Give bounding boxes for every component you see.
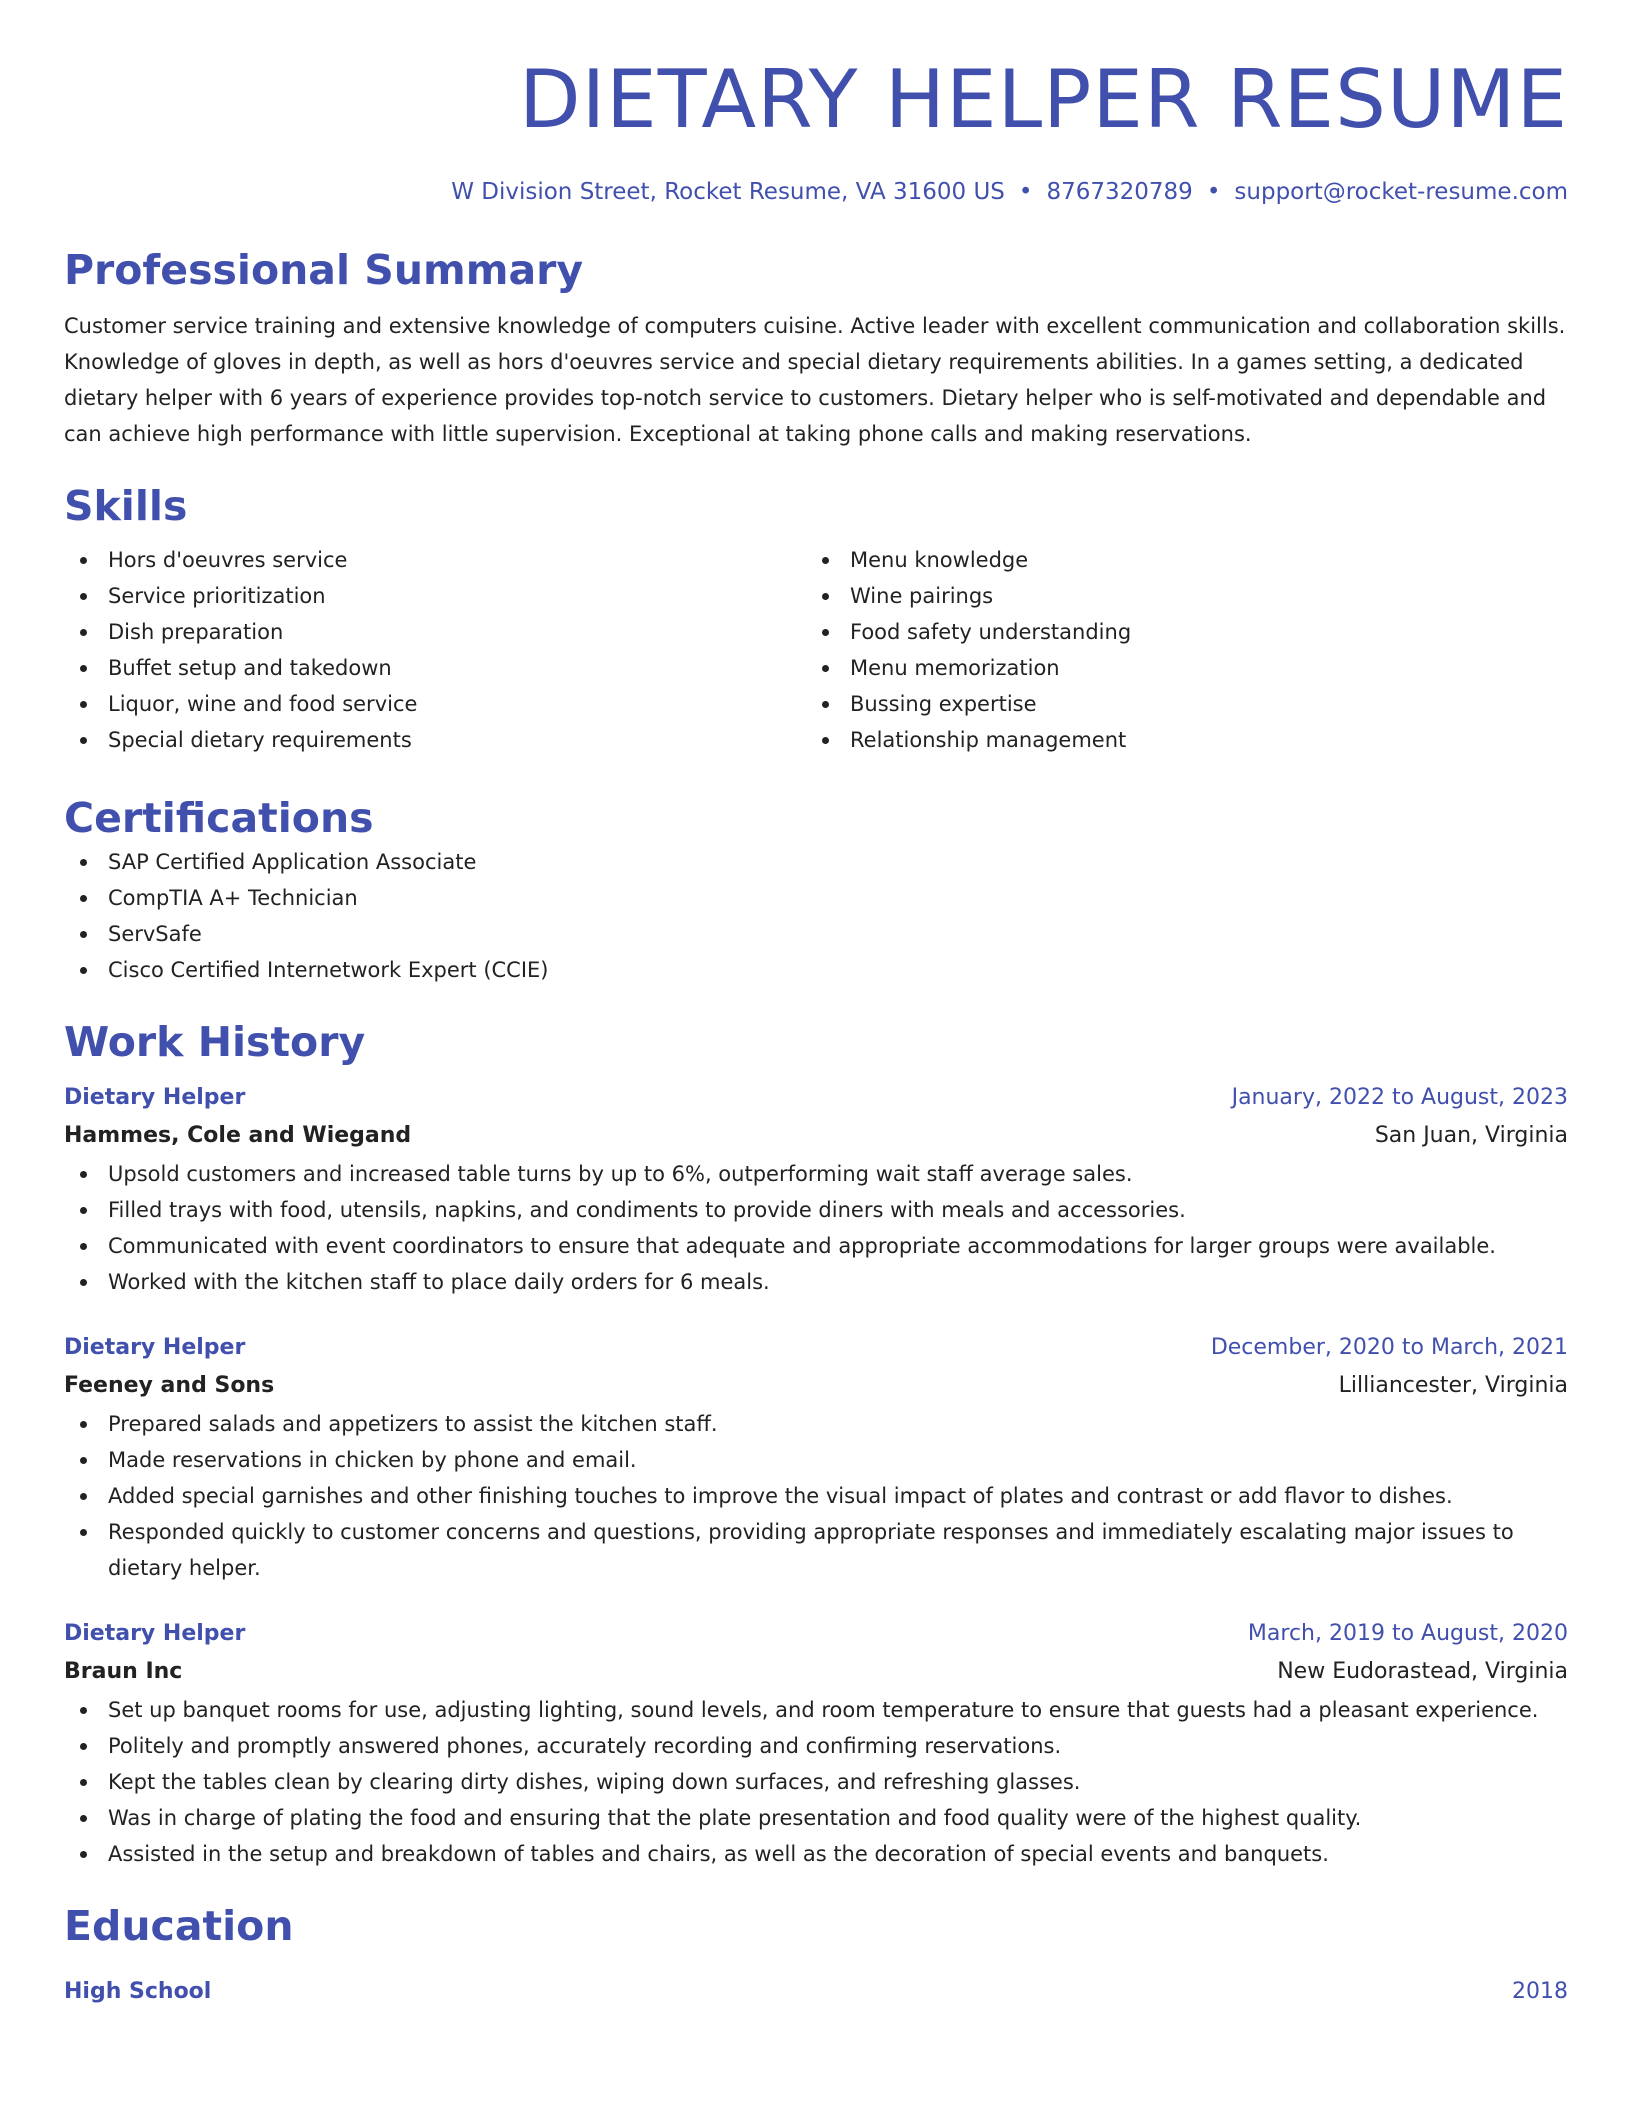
- certification-item: SAP Certified Application Associate: [64, 844, 1568, 880]
- certifications-list: [64, 844, 1568, 988]
- job-bullet: Added special garnishes and other finishing touches to improve the visual impact of plates and contrast or add flavor to dishes.: [64, 1478, 1568, 1514]
- skill-item: Service prioritization: [64, 578, 806, 614]
- certification-item: CompTIA A+ Technician: [64, 880, 1568, 916]
- job-bullet: Made reservations in chicken by phone and email.: [64, 1442, 1568, 1478]
- job-bullet: Worked with the kitchen staff to place daily orders for 6 meals.: [64, 1264, 1568, 1300]
- job-entry: [64, 1080, 1568, 1300]
- contact-line: [64, 176, 1568, 208]
- job-company-row: [64, 1366, 1568, 1406]
- job-bullet: Was in charge of plating the food and ensuring that the plate presentation and food quality were of the highest quality.: [64, 1800, 1568, 1836]
- job-bullet: Politely and promptly answered phones, accurately recording and confirming reservations.: [64, 1728, 1568, 1764]
- skill-item: Menu knowledge: [806, 542, 1548, 578]
- contact-phone: 8767320789: [1046, 179, 1193, 205]
- job-bullet: Communicated with event coordinators to ensure that adequate and appropriate accommodations for larger groups were available.: [64, 1228, 1568, 1264]
- skill-item: Hors d'oeuvres service: [64, 542, 806, 578]
- resume-title: DIETARY HELPER RESUME: [518, 53, 1568, 146]
- job-location: Lilliancester, Virginia: [1338, 1373, 1568, 1398]
- skill-item: Relationship management: [806, 722, 1548, 758]
- job-company: Hammes, Cole and Wiegand: [64, 1123, 412, 1148]
- job-header-row: [64, 1330, 1568, 1366]
- job-company-row: [64, 1116, 1568, 1156]
- certification-item: ServSafe: [64, 916, 1568, 952]
- skills-grid: [64, 542, 1568, 758]
- skill-item: Food safety understanding: [806, 614, 1548, 650]
- education-heading: Education: [64, 1902, 294, 1950]
- contact-email[interactable]: support@rocket-resume.com: [1234, 179, 1568, 205]
- skill-item: Liquor, wine and food service: [64, 686, 806, 722]
- certification-item: Cisco Certified Internetwork Expert (CCIE): [64, 952, 1568, 988]
- skills-heading: Skills: [64, 482, 188, 530]
- job-bullet: Upsold customers and increased table turns by up to 6%, outperforming wait staff average sales.: [64, 1156, 1568, 1192]
- skill-item: Bussing expertise: [806, 686, 1548, 722]
- job-bullets: [64, 1692, 1568, 1872]
- job-bullet: Filled trays with food, utensils, napkins, and condiments to provide diners with meals and accessories.: [64, 1192, 1568, 1228]
- summary-heading: Professional Summary: [64, 246, 584, 294]
- resume-page: [64, 0, 1568, 2010]
- job-bullets: [64, 1406, 1568, 1586]
- job-role: Dietary Helper: [64, 1621, 246, 1646]
- skill-item: Dish preparation: [64, 614, 806, 650]
- job-role: Dietary Helper: [64, 1085, 246, 1110]
- job-dates: December, 2020 to March, 2021: [1210, 1335, 1568, 1360]
- education-row: [64, 1974, 1568, 2010]
- job-entry: [64, 1330, 1568, 1586]
- job-location: New Eudorastead, Virginia: [1277, 1659, 1568, 1684]
- contact-address: W Division Street, Rocket Resume, VA 31600 US: [451, 179, 1005, 205]
- skills-list-left: [64, 542, 806, 758]
- job-bullets: [64, 1156, 1568, 1300]
- skill-item: Buffet setup and takedown: [64, 650, 806, 686]
- job-bullet: Set up banquet rooms for use, adjusting lighting, sound levels, and room temperature to ensure that guests had a pleasant experience.: [64, 1692, 1568, 1728]
- job-bullet: Responded quickly to customer concerns and questions, providing appropriate responses and immediately escalating major issues to dietary helper.: [64, 1514, 1568, 1586]
- job-entry: [64, 1616, 1568, 1872]
- certifications-heading: Certifications: [64, 794, 374, 842]
- contact-separator: •: [1206, 179, 1221, 205]
- contact-separator: •: [1018, 179, 1033, 205]
- job-header-row: [64, 1080, 1568, 1116]
- job-bullet: Kept the tables clean by clearing dirty dishes, wiping down surfaces, and refreshing glasses.: [64, 1764, 1568, 1800]
- work-history-heading: Work History: [64, 1018, 366, 1066]
- skills-list-right: [806, 542, 1548, 758]
- education-degree: High School: [64, 1979, 212, 2004]
- job-company-row: [64, 1652, 1568, 1692]
- job-company: Feeney and Sons: [64, 1373, 275, 1398]
- job-location: San Juan, Virginia: [1374, 1123, 1568, 1148]
- job-company: Braun Inc: [64, 1659, 183, 1684]
- summary-text: Customer service training and extensive knowledge of computers cuisine. Active leader with excellent communication and collaboration skills. Knowledge of gloves in depth, as well as hors d'oeuvres service and special dietary requirements abilities. In a games setting, a dedicated dietary helper with 6 years of experience provides top-notch service to customers. Dietary helper who is self-motivated and dependable and can achieve high performance with little supervision. Exceptional at taking phone calls and making reservations.: [64, 314, 1566, 446]
- job-role: Dietary Helper: [64, 1335, 246, 1360]
- skills-column-left: [64, 542, 806, 758]
- skill-item: Wine pairings: [806, 578, 1548, 614]
- skill-item: Menu memorization: [806, 650, 1548, 686]
- job-bullet: Prepared salads and appetizers to assist the kitchen staff.: [64, 1406, 1568, 1442]
- job-dates: January, 2022 to August, 2023: [1231, 1085, 1568, 1110]
- skill-item: Special dietary requirements: [64, 722, 806, 758]
- job-header-row: [64, 1616, 1568, 1652]
- skills-column-right: [806, 542, 1548, 758]
- education-year: 2018: [1512, 1979, 1568, 2004]
- job-dates: March, 2019 to August, 2020: [1247, 1621, 1568, 1646]
- job-bullet: Assisted in the setup and breakdown of tables and chairs, as well as the decoration of special events and banquets.: [64, 1836, 1568, 1872]
